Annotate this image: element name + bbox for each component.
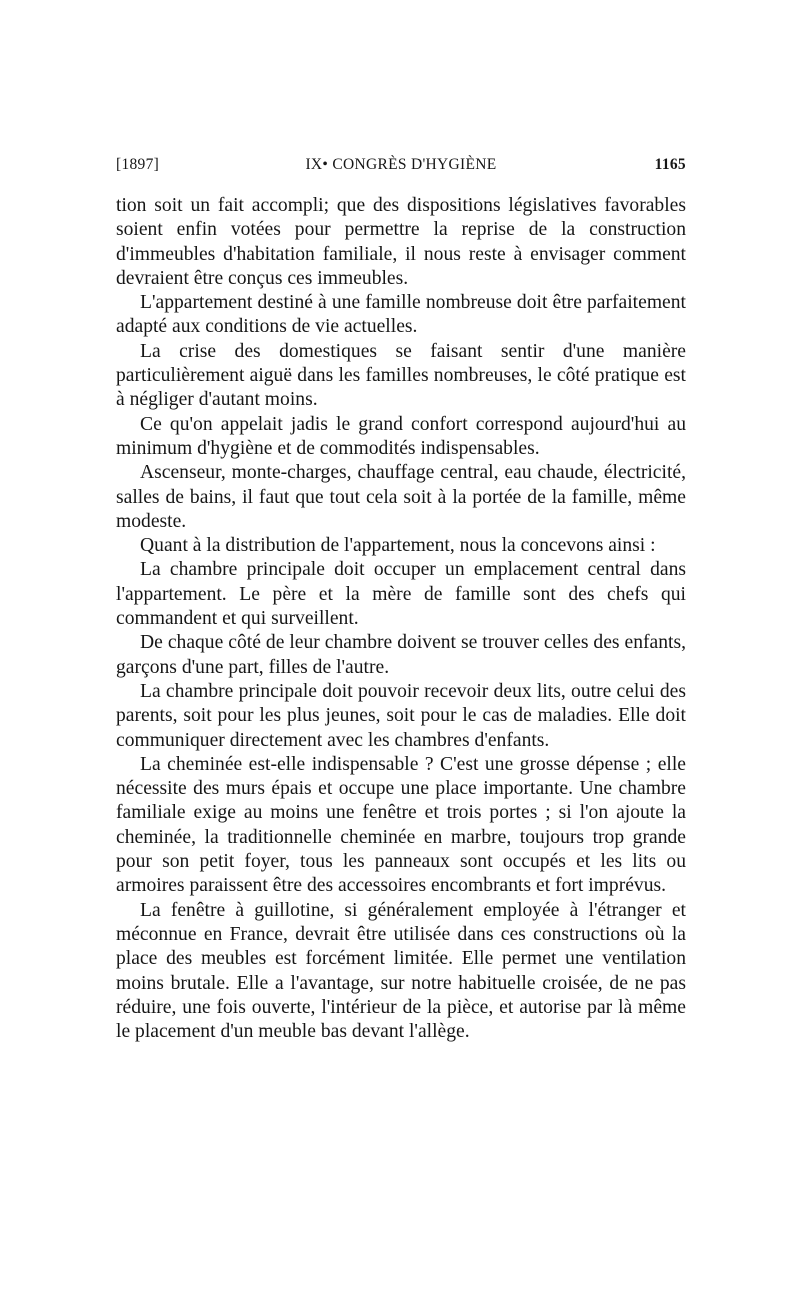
body-text <box>116 194 686 1044</box>
header-title: IX• CONGRÈS D'HYGIÈNE <box>305 156 497 173</box>
running-head <box>116 156 686 180</box>
paragraph-continued: tion soit un fait accompli; que des dispositions législatives favorables soient enfin votées pour permettre la reprise de la construction d'immeubles d'habitation familiale, il nous reste à envisager comment devraient être conçus ces immeubles. <box>116 195 686 289</box>
paragraph: De chaque côté de leur chambre doivent se trouver celles des enfants, garçons d'une part, filles de l'autre. <box>116 632 686 678</box>
header-year: [1897] <box>116 156 160 173</box>
paragraph: La chambre principale doit pouvoir recevoir deux lits, outre celui des parents, soit pour les plus jeunes, soit pour le cas de maladies. Elle doit communiquer directement avec les chambres d'enfants. <box>116 680 686 751</box>
paragraph: La chambre principale doit occuper un emplacement central dans l'appartement. Le père et la mère de famille sont des chefs qui commandent et qui surveillent. <box>116 559 686 630</box>
paragraph: Ascenseur, monte-charges, chauffage central, eau chaude, électricité, salles de bains, il faut que tout cela soit à la portée de la famille, même modeste. <box>116 462 686 532</box>
paragraph: La fenêtre à guillotine, si généralement employée à l'étranger et méconnue en France, devrait être utilisée dans ces constructions où la place des meubles est forcément limitée. Elle permet une ventilation moins brutale. Elle a l'avantage, sur notre habituelle croisée, de ne pas réduire, une fois ouverte, l'intérieur de la pièce, et autorise par là même le placement d'un meuble bas devant l'allège. <box>116 899 686 1043</box>
paragraph: L'appartement destiné à une famille nombreuse doit être parfaitement adapté aux conditions de vie actuelles. <box>116 292 686 338</box>
paragraph: La crise des domestiques se faisant sentir d'une manière particulièrement aiguë dans les familles nombreuses, le côté pratique est à négliger d'autant moins. <box>116 340 686 411</box>
paragraph: La cheminée est-elle indispensable ? C'est une grosse dépense ; elle nécessite des murs épais et occupe une place importante. Une chambre familiale exige au moins une fenêtre et trois portes ; si l'on ajoute la cheminée, la traditionnelle cheminée en marbre, toujours trop grande pour son petit foyer, tous les panneaux sont occupés et les lits ou armoires paraissent être des accessoires encombrants et fort imprévus. <box>116 753 686 897</box>
paragraph: Ce qu'on appelait jadis le grand confort correspond aujourd'hui au minimum d'hygiène et de commodités indispensables. <box>116 413 686 459</box>
paragraph: Quant à la distribution de l'appartement, nous la concevons ainsi : <box>140 535 656 557</box>
page-number: 1165 <box>654 156 686 173</box>
